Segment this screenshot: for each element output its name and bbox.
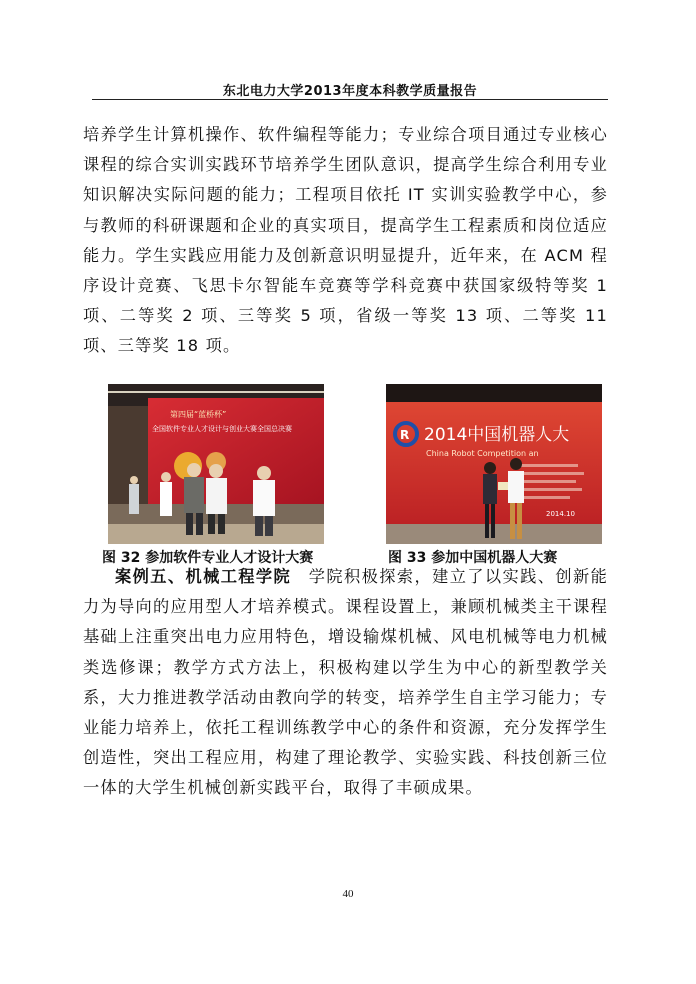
body-paragraph-1: 培养学生计算机操作、软件编程等能力；专业综合项目通过专业核心课程的综合实训实践环节培养学生团队意识，提高学生综合利用专业知识解决实际问题的能力；工程项目依托 IT 实训实验教学中心，参与教师的科研课题和企业的真实项目，提高学生工程素质和岗位适应能力。学生实践应用能力及创新意识明显提升，近年来，在 ACM 程序设计竞赛、飞思卡尔智能车竞赛等学科竞赛中获国家级特等奖 1 项、二等奖 2 项、三等奖 5 项，省级一等奖 13 项、二等奖 11 项、三等奖 18 项。 [83, 125, 608, 356]
svg-text:R: R [400, 428, 410, 442]
body-paragraph-2 [83, 562, 608, 804]
robot-banner-subtitle: China Robot Competition an [426, 449, 539, 458]
banner-line-1: 第四届“蓝桥杯” [170, 410, 227, 419]
contest-photo-robot [386, 384, 602, 544]
banner-line-2: 全国软件专业人才设计与创业大赛全国总决赛 [152, 425, 292, 433]
case-lead: 案例五、机械工程学院 [115, 567, 292, 586]
figure-caption-32: 图 32 参加软件专业人才设计大赛 [102, 550, 314, 566]
figure-caption-33: 图 33 参加中国机器人大赛 [388, 550, 558, 566]
header-rule [92, 99, 608, 100]
page-header-title: 东北电力大学2013年度本科教学质量报告 [222, 84, 478, 99]
contest-photo-software [108, 384, 324, 544]
page-number: 40 [342, 888, 354, 900]
case-body: 学院积极探索，建立了以实践、创新能力为导向的应用型人才培养模式。课程设置上，兼顾机械类主干课程基础上注重突出电力应用特色，增设输煤机械、风电机械等电力机械类选修课；教学方式方法上，积极构建以学生为中心的新型教学关系，大力推进教学活动由教向学的转变，培养学生自主学习能力；专业能力培养上，依托工程训练教学中心的条件和资源，充分发挥学生创造性，突出工程应用，构建了理论教学、实验实践、科技创新三位一体的大学生机械创新实践平台，取得了丰硕成果。 [83, 567, 608, 798]
robot-banner-title: 2014中国机器人大 [424, 425, 570, 445]
robot-banner-date: 2014.10 [546, 510, 575, 518]
